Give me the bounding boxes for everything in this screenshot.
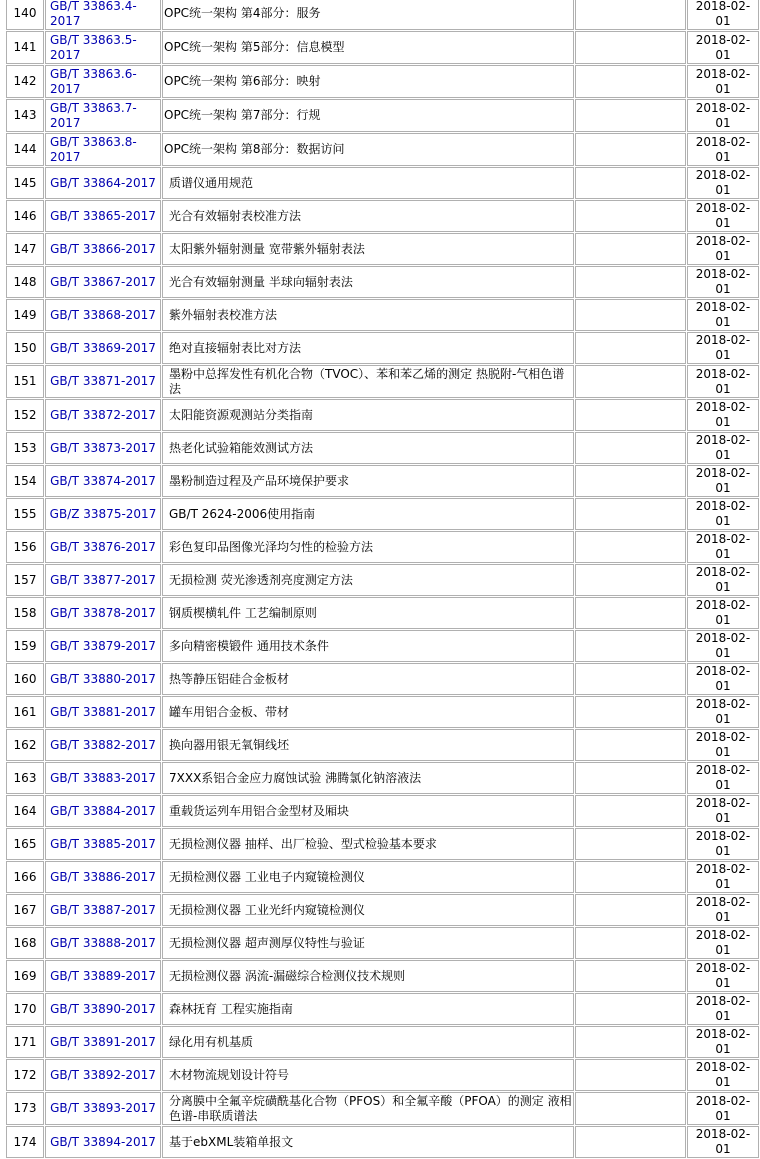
effective-date: 2018-02-01 [687, 432, 759, 464]
row-number: 162 [6, 729, 44, 761]
empty-cell [575, 299, 686, 331]
empty-cell [575, 167, 686, 199]
row-number: 147 [6, 233, 44, 265]
standard-code-link[interactable]: GB/T 33889-2017 [45, 960, 161, 992]
effective-date: 2018-02-01 [687, 531, 759, 563]
row-number: 166 [6, 861, 44, 893]
effective-date: 2018-02-01 [687, 465, 759, 497]
standard-title: 绿化用有机基质 [162, 1026, 574, 1058]
row-number: 161 [6, 696, 44, 728]
effective-date: 2018-02-01 [687, 795, 759, 827]
standard-title: GB/T 2624-2006使用指南 [162, 498, 574, 530]
row-number: 172 [6, 1059, 44, 1091]
effective-date: 2018-02-01 [687, 233, 759, 265]
table-row [6, 266, 759, 298]
standard-title: OPC统一架构 第7部分：行规 [162, 99, 574, 132]
table-row [6, 630, 759, 662]
row-number: 140 [6, 0, 44, 30]
standard-code-link[interactable]: GB/T 33893-2017 [45, 1092, 161, 1125]
empty-cell [575, 432, 686, 464]
table-row [6, 531, 759, 563]
standard-title: OPC统一架构 第5部分：信息模型 [162, 31, 574, 64]
standard-title: 无损检测仪器 超声测厚仪特性与验证 [162, 927, 574, 959]
standard-code-link[interactable]: GB/T 33892-2017 [45, 1059, 161, 1091]
empty-cell [575, 399, 686, 431]
table-row [6, 365, 759, 398]
effective-date: 2018-02-01 [687, 399, 759, 431]
empty-cell [575, 266, 686, 298]
table-row [6, 729, 759, 761]
row-number: 160 [6, 663, 44, 695]
empty-cell [575, 133, 686, 166]
empty-cell [575, 630, 686, 662]
effective-date: 2018-02-01 [687, 894, 759, 926]
effective-date: 2018-02-01 [687, 1092, 759, 1125]
standard-title: 质谱仪通用规范 [162, 167, 574, 199]
standard-title: 无损检测仪器 工业光纤内窥镜检测仪 [162, 894, 574, 926]
standard-code-link[interactable]: GB/T 33865-2017 [45, 200, 161, 232]
table-row [6, 1092, 759, 1125]
row-number: 173 [6, 1092, 44, 1125]
table-row [6, 0, 759, 30]
standard-code-link[interactable]: GB/T 33878-2017 [45, 597, 161, 629]
table-row [6, 31, 759, 64]
standard-code-link[interactable]: GB/T 33886-2017 [45, 861, 161, 893]
empty-cell [575, 531, 686, 563]
empty-cell [575, 762, 686, 794]
table-row [6, 927, 759, 959]
standard-code-link[interactable]: GB/Z 33875-2017 [45, 498, 161, 530]
table-row [6, 498, 759, 530]
standard-code-link[interactable]: GB/T 33880-2017 [45, 663, 161, 695]
standard-code-link[interactable]: GB/T 33866-2017 [45, 233, 161, 265]
standard-title: 无损检测仪器 抽样、出厂检验、型式检验基本要求 [162, 828, 574, 860]
standard-code-link[interactable]: GB/T 33864-2017 [45, 167, 161, 199]
standards-table [5, 0, 760, 1159]
row-number: 141 [6, 31, 44, 64]
standard-code-link[interactable]: GB/T 33887-2017 [45, 894, 161, 926]
standard-title: 热老化试验箱能效测试方法 [162, 432, 574, 464]
effective-date: 2018-02-01 [687, 960, 759, 992]
standard-title: 光合有效辐射测量 半球向辐射表法 [162, 266, 574, 298]
effective-date: 2018-02-01 [687, 696, 759, 728]
row-number: 156 [6, 531, 44, 563]
empty-cell [575, 1059, 686, 1091]
standard-code-link[interactable]: GB/T 33876-2017 [45, 531, 161, 563]
standards-table-body [6, 0, 759, 1158]
row-number: 153 [6, 432, 44, 464]
empty-cell [575, 365, 686, 398]
standard-title: 墨粉中总挥发性有机化合物（TVOC）、苯和苯乙烯的测定 热脱附-气相色谱法 [162, 365, 574, 398]
row-number: 146 [6, 200, 44, 232]
empty-cell [575, 465, 686, 497]
standard-code-link[interactable]: GB/T 33867-2017 [45, 266, 161, 298]
standard-title: 木材物流规划设计符号 [162, 1059, 574, 1091]
row-number: 171 [6, 1026, 44, 1058]
empty-cell [575, 696, 686, 728]
standard-title: 森林抚育 工程实施指南 [162, 993, 574, 1025]
table-row [6, 993, 759, 1025]
standard-title: 罐车用铝合金板、带材 [162, 696, 574, 728]
empty-cell [575, 993, 686, 1025]
standard-code-link[interactable]: GB/T 33863.7-2017 [45, 99, 161, 132]
table-row [6, 1026, 759, 1058]
effective-date: 2018-02-01 [687, 1026, 759, 1058]
empty-cell [575, 200, 686, 232]
empty-cell [575, 828, 686, 860]
standard-title: 重载货运列车用铝合金型材及厢块 [162, 795, 574, 827]
effective-date: 2018-02-01 [687, 762, 759, 794]
effective-date: 2018-02-01 [687, 993, 759, 1025]
empty-cell [575, 233, 686, 265]
empty-cell [575, 894, 686, 926]
effective-date: 2018-02-01 [687, 729, 759, 761]
table-row [6, 828, 759, 860]
standard-code-link[interactable]: GB/T 33863.5-2017 [45, 31, 161, 64]
row-number: 152 [6, 399, 44, 431]
row-number: 142 [6, 65, 44, 98]
effective-date: 2018-02-01 [687, 299, 759, 331]
standard-code-link[interactable]: GB/T 33863.8-2017 [45, 133, 161, 166]
standard-code-link[interactable]: GB/T 33872-2017 [45, 399, 161, 431]
standard-title: 无损检测 荧光渗透剂亮度测定方法 [162, 564, 574, 596]
effective-date: 2018-02-01 [687, 1126, 759, 1158]
row-number: 151 [6, 365, 44, 398]
row-number: 159 [6, 630, 44, 662]
row-number: 164 [6, 795, 44, 827]
standard-title: OPC统一架构 第6部分：映射 [162, 65, 574, 98]
table-row [6, 663, 759, 695]
standard-code-link[interactable]: GB/T 33874-2017 [45, 465, 161, 497]
empty-cell [575, 1126, 686, 1158]
standard-title: 钢质楔横轧件 工艺编制原则 [162, 597, 574, 629]
table-row [6, 399, 759, 431]
empty-cell [575, 597, 686, 629]
effective-date: 2018-02-01 [687, 65, 759, 98]
standard-title: 彩色复印品图像光泽均匀性的检验方法 [162, 531, 574, 563]
effective-date: 2018-02-01 [687, 597, 759, 629]
table-row [6, 894, 759, 926]
row-number: 143 [6, 99, 44, 132]
empty-cell [575, 861, 686, 893]
standard-title: 无损检测仪器 涡流-漏磁综合检测仪技术规则 [162, 960, 574, 992]
effective-date: 2018-02-01 [687, 564, 759, 596]
table-row [6, 564, 759, 596]
empty-cell [575, 795, 686, 827]
effective-date: 2018-02-01 [687, 1059, 759, 1091]
standard-title: 无损检测仪器 工业电子内窥镜检测仪 [162, 861, 574, 893]
table-row [6, 762, 759, 794]
empty-cell [575, 1026, 686, 1058]
standard-title: 太阳能资源观测站分类指南 [162, 399, 574, 431]
empty-cell [575, 960, 686, 992]
row-number: 148 [6, 266, 44, 298]
table-row [6, 1059, 759, 1091]
standard-code-link[interactable]: GB/T 33881-2017 [45, 696, 161, 728]
standard-code-link[interactable]: GB/T 33885-2017 [45, 828, 161, 860]
standard-code-link[interactable]: GB/T 33879-2017 [45, 630, 161, 662]
standard-title: 基于ebXML装箱单报文 [162, 1126, 574, 1158]
standard-code-link[interactable]: GB/T 33869-2017 [45, 332, 161, 364]
standard-title: 热等静压铝硅合金板材 [162, 663, 574, 695]
standard-code-link[interactable]: GB/T 33882-2017 [45, 729, 161, 761]
standard-title: 紫外辐射表校准方法 [162, 299, 574, 331]
empty-cell [575, 663, 686, 695]
standard-code-link[interactable]: GB/T 33871-2017 [45, 365, 161, 398]
table-row [6, 960, 759, 992]
standard-code-link[interactable]: GB/T 33863.6-2017 [45, 65, 161, 98]
table-row [6, 233, 759, 265]
row-number: 145 [6, 167, 44, 199]
table-row [6, 465, 759, 497]
standard-title: 光合有效辐射表校准方法 [162, 200, 574, 232]
effective-date: 2018-02-01 [687, 498, 759, 530]
effective-date: 2018-02-01 [687, 167, 759, 199]
effective-date: 2018-02-01 [687, 630, 759, 662]
standard-code-link[interactable]: GB/T 33894-2017 [45, 1126, 161, 1158]
standard-code-link[interactable]: GB/T 33890-2017 [45, 993, 161, 1025]
table-row [6, 795, 759, 827]
empty-cell [575, 564, 686, 596]
row-number: 154 [6, 465, 44, 497]
table-row [6, 299, 759, 331]
row-number: 167 [6, 894, 44, 926]
empty-cell [575, 729, 686, 761]
effective-date: 2018-02-01 [687, 332, 759, 364]
row-number: 170 [6, 993, 44, 1025]
empty-cell [575, 31, 686, 64]
table-row [6, 696, 759, 728]
standard-code-link[interactable]: GB/T 33873-2017 [45, 432, 161, 464]
table-row [6, 861, 759, 893]
row-number: 158 [6, 597, 44, 629]
standard-code-link[interactable]: GB/T 33883-2017 [45, 762, 161, 794]
standard-title: 墨粉制造过程及产品环境保护要求 [162, 465, 574, 497]
table-row [6, 597, 759, 629]
effective-date: 2018-02-01 [687, 99, 759, 132]
effective-date: 2018-02-01 [687, 31, 759, 64]
standard-title: 7XXX系铝合金应力腐蚀试验 沸腾氯化钠溶液法 [162, 762, 574, 794]
effective-date: 2018-02-01 [687, 200, 759, 232]
empty-cell [575, 65, 686, 98]
row-number: 155 [6, 498, 44, 530]
table-row [6, 65, 759, 98]
standard-title: OPC统一架构 第8部分：数据访问 [162, 133, 574, 166]
table-row [6, 432, 759, 464]
effective-date: 2018-02-01 [687, 927, 759, 959]
table-row [6, 200, 759, 232]
standard-title: 分离膜中全氟辛烷磺酰基化合物（PFOS）和全氟辛酸（PFOA）的测定 液相色谱-串联质谱法 [162, 1092, 574, 1125]
standard-code-link[interactable]: GB/T 33884-2017 [45, 795, 161, 827]
row-number: 169 [6, 960, 44, 992]
standard-title: 多向精密模锻件 通用技术条件 [162, 630, 574, 662]
row-number: 174 [6, 1126, 44, 1158]
effective-date: 2018-02-01 [687, 828, 759, 860]
table-row [6, 332, 759, 364]
row-number: 163 [6, 762, 44, 794]
standard-title: OPC统一架构 第4部分：服务 [162, 0, 574, 30]
empty-cell [575, 99, 686, 132]
standard-code-link[interactable]: GB/T 33888-2017 [45, 927, 161, 959]
empty-cell [575, 1092, 686, 1125]
effective-date: 2018-02-01 [687, 663, 759, 695]
standard-title: 绝对直接辐射表比对方法 [162, 332, 574, 364]
row-number: 149 [6, 299, 44, 331]
table-row [6, 99, 759, 132]
row-number: 157 [6, 564, 44, 596]
empty-cell [575, 0, 686, 30]
effective-date: 2018-02-01 [687, 365, 759, 398]
row-number: 144 [6, 133, 44, 166]
row-number: 150 [6, 332, 44, 364]
standard-code-link[interactable]: GB/T 33863.4-2017 [45, 0, 161, 30]
empty-cell [575, 927, 686, 959]
standard-title: 换向器用银无氧铜线坯 [162, 729, 574, 761]
effective-date: 2018-02-01 [687, 861, 759, 893]
empty-cell [575, 332, 686, 364]
row-number: 168 [6, 927, 44, 959]
table-row [6, 1126, 759, 1158]
table-row [6, 133, 759, 166]
empty-cell [575, 498, 686, 530]
standard-title: 太阳紫外辐射测量 宽带紫外辐射表法 [162, 233, 574, 265]
row-number: 165 [6, 828, 44, 860]
standard-code-link[interactable]: GB/T 33868-2017 [45, 299, 161, 331]
table-row [6, 167, 759, 199]
effective-date: 2018-02-01 [687, 133, 759, 166]
standard-code-link[interactable]: GB/T 33877-2017 [45, 564, 161, 596]
effective-date: 2018-02-01 [687, 266, 759, 298]
standard-code-link[interactable]: GB/T 33891-2017 [45, 1026, 161, 1058]
effective-date: 2018-02-01 [687, 0, 759, 30]
